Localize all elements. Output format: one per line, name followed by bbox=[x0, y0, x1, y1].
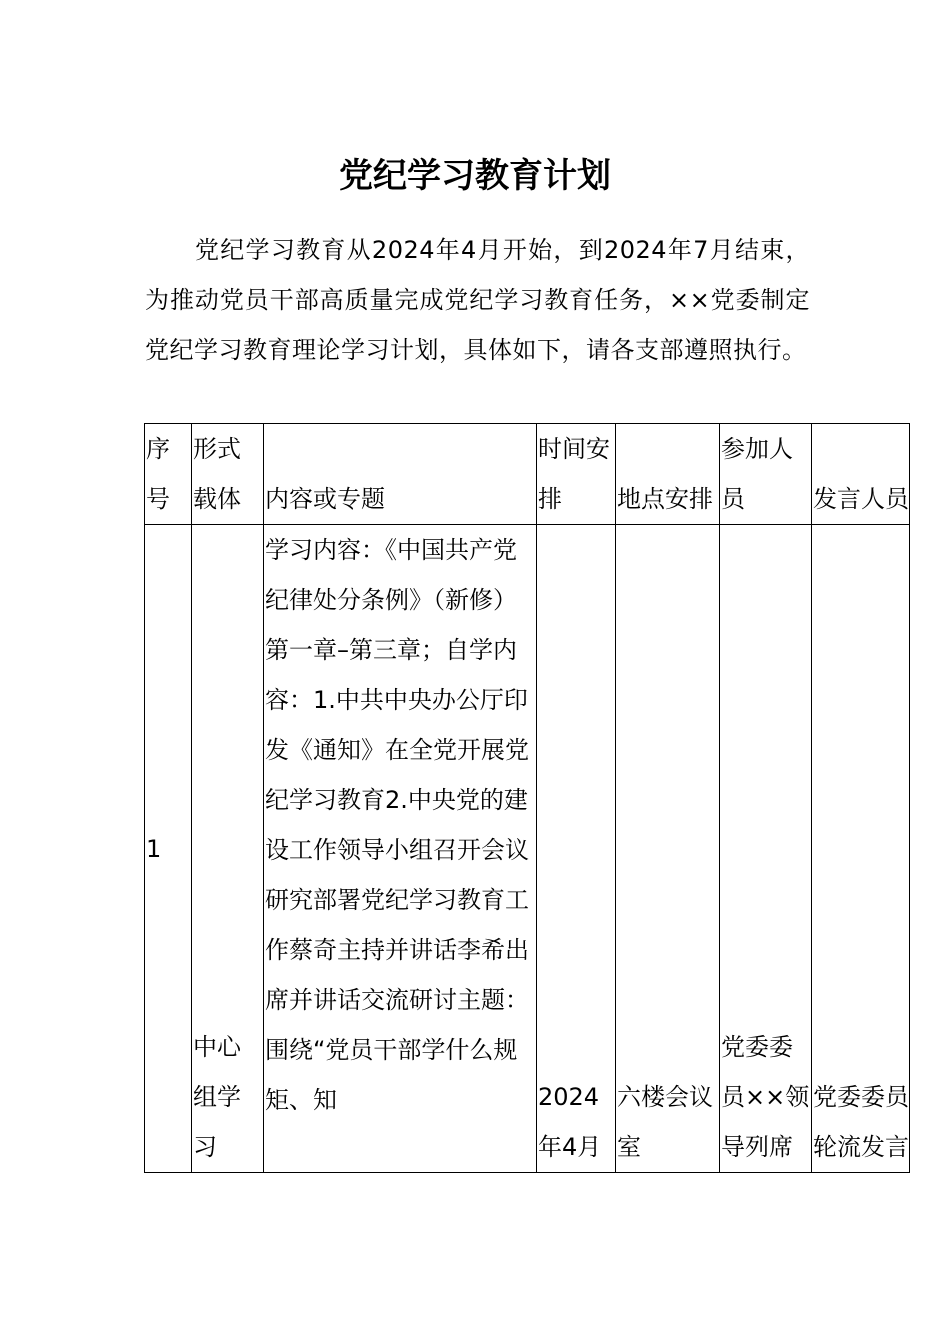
header-content: 内容或专题 bbox=[264, 424, 537, 525]
header-speakers: 发言人员 bbox=[812, 424, 910, 525]
header-time: 时间安排 bbox=[537, 424, 616, 525]
cell-content: 学习内容：《中国共产党纪律处分条例》（新修）第一章–第三章；自学内容：1.中共中央办公厅印发《通知》在全党开展党纪学习教育2.中央党的建设工作领导小组召开会议研究部署党纪学习教育工作蔡奇主持并讲话李希出席并讲话交流研讨主题：围绕“党员干部学什么规矩、知 bbox=[264, 525, 537, 1173]
table-header-row bbox=[145, 424, 910, 525]
cell-time: 2024年4月 bbox=[537, 525, 616, 1173]
cell-speakers: 党委委员轮流发言 bbox=[812, 525, 910, 1173]
header-place: 地点安排 bbox=[616, 424, 720, 525]
header-seq: 序号 bbox=[145, 424, 192, 525]
header-attendees: 参加人员 bbox=[720, 424, 812, 525]
cell-form: 中心组学习 bbox=[192, 525, 264, 1173]
cell-attendees: 党委委员××领导列席 bbox=[720, 525, 812, 1173]
page-title: 党纪学习教育计划 bbox=[339, 156, 611, 196]
intro-paragraph: 党纪学习教育从2024年4月开始，到2024年7月结束，为推动党员干部高质量完成党纪学习教育任务，××党委制定党纪学习教育理论学习计划，具体如下，请各支部遵照执行。 bbox=[145, 236, 810, 364]
table-row bbox=[145, 525, 910, 1173]
header-form: 形式载体 bbox=[192, 424, 264, 525]
cell-seq: 1 bbox=[145, 525, 192, 1173]
cell-place: 六楼会议室 bbox=[616, 525, 720, 1173]
plan-table bbox=[144, 423, 910, 1173]
